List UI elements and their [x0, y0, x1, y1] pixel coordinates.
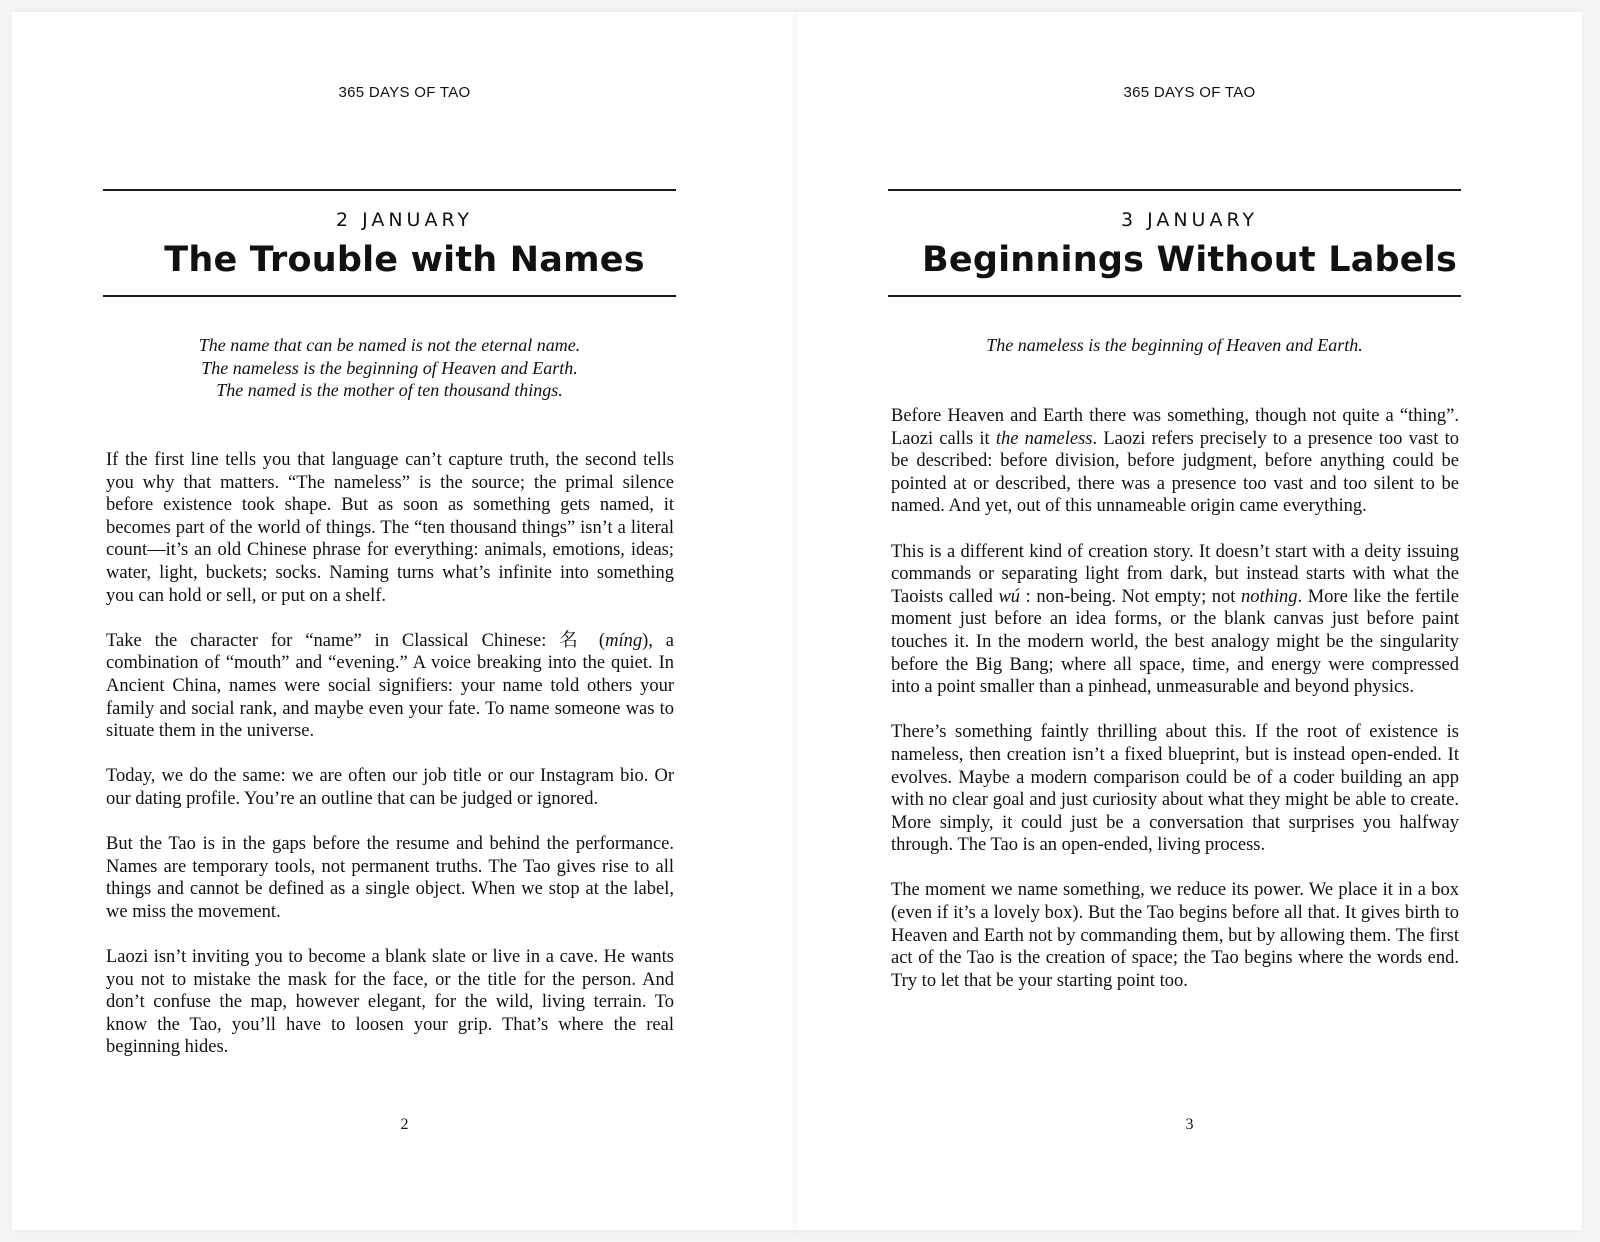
paragraph: Laozi isn’t inviting you to become a blank slate or live in a cave. He wants you not to mistake the mask for the face, or the title for the person. And don’t confuse the map, however elegant, for the wild, living terrain. To know the Tao, you’ll have to loosen your grip. That’s where the real beginning hides.: [106, 947, 674, 1058]
paragraph: Today, we do the same: we are often our job title or our Instagram bio. Or our dating profile. You’re an outline that can be judged or ignored.: [106, 766, 674, 809]
entry-date: 3 JANUARY: [1120, 209, 1259, 231]
pinyin-term: míng: [605, 630, 643, 651]
paragraph: [891, 541, 1459, 699]
epigraph-line: The nameless is the beginning of Heaven and Earth.: [986, 335, 1363, 355]
page-number: 3: [1185, 1116, 1194, 1133]
paragraph-text: . More like the fertile moment just before an idea forms, or the blank canvas just before paint touches it. In the modern world, the best analogy might be the singularity before the Big Bang; where all space, time, and energy were compressed into a point smaller than a pinhead, unmeasurable and beyond physics.: [891, 586, 1459, 698]
entry-title: The Trouble with Names: [164, 240, 645, 280]
paragraph-text: : non-being. Not empty; not: [1020, 586, 1241, 607]
running-head: 365 DAYS OF TAO: [1123, 84, 1256, 101]
right-page: [797, 12, 1582, 1230]
epigraph-line: The name that can be named is not the eternal name.: [198, 335, 581, 355]
paragraph: But the Tao is in the gaps before the resume and behind the performance. Names are temporary tools, not permanent truths. The Tao gives rise to all things and cannot be defined as a single object. When we stop at the label, we miss the movement.: [106, 834, 674, 922]
paragraph-text: . Laozi refers precisely to a presence too vast to be described: before division, before judgment, before anything could be pointed at or described, there was a presence too vast and too silent to be named. And yet, out of this unnameable origin came everything.: [891, 428, 1459, 517]
epigraph-line: The nameless is the beginning of Heaven and Earth.: [201, 357, 578, 378]
title-rule-bottom: [103, 295, 676, 297]
pinyin-term: wú: [998, 586, 1021, 607]
italic-term: nothing: [1241, 586, 1298, 607]
title-rule-top: [888, 189, 1461, 191]
italic-term: the nameless: [995, 428, 1093, 449]
epigraph: [888, 334, 1461, 357]
title-rule-bottom: [888, 295, 1461, 297]
paragraph-text: Before Heaven and Earth there was something, though not quite a “thing”. Laozi calls it: [891, 406, 1459, 449]
page-number: 2: [400, 1116, 409, 1133]
entry-title: Beginnings Without Labels: [922, 240, 1457, 280]
paragraph-text: This is a different kind of creation story. It doesn’t start with a deity issuing commands or separating light from dark, but instead starts with what the Taoists called: [891, 541, 1459, 607]
paragraph: If the first line tells you that language can’t capture truth, the second tells you why that matters. “The nameless” is the source; the primal silence before existence took shape. But as soon as something gets named, it becomes part of the world of things. The “ten thousand things” isn’t a literal count—it’s an old Chinese phrase for everything: animals, emotions, ideas; water, light, buckets; socks. Naming turns what’s infinite into something you can hold or sell, or put on a shelf.: [106, 450, 674, 606]
body-text: [891, 405, 1459, 1015]
paragraph: The moment we name something, we reduce its power. We place it in a box (even if it’s a lovely box). But the Tao begins before all that. It gives birth to Heaven and Earth not by commanding them, but by allowing them. The first act of the Tao is the creation of space; the Tao begins where the words end. Try to let that be your starting point too.: [891, 880, 1459, 991]
left-page: [12, 12, 797, 1230]
running-head: 365 DAYS OF TAO: [338, 84, 471, 101]
paragraph: [106, 630, 674, 743]
epigraph: [103, 334, 676, 402]
body-text: [106, 449, 674, 1082]
paragraph-text: Take the character for “name” in Classical Chinese: 名 (: [106, 630, 606, 651]
entry-date: 2 JANUARY: [335, 209, 474, 231]
paragraph: [891, 405, 1459, 518]
epigraph-line: The named is the mother of ten thousand things.: [216, 380, 563, 400]
title-rule-top: [103, 189, 676, 191]
paragraph-text: ), a combination of “mouth” and “evening.” A voice breaking into the quiet. In Ancient China, names were social signifiers: your name told others your family and social rank, and maybe even your fate. To name someone was to situate them in the universe.: [106, 630, 674, 742]
paragraph: There’s something faintly thrilling about this. If the root of existence is nameless, then creation isn’t a fixed blueprint, but is instead open-ended. It evolves. Maybe a modern comparison could be of a coder building an app with no clear goal and just curiosity about what they might be able to create. More simply, it could just be a conversation that surprises you halfway through. The Tao is an open-ended, living process.: [891, 722, 1459, 856]
